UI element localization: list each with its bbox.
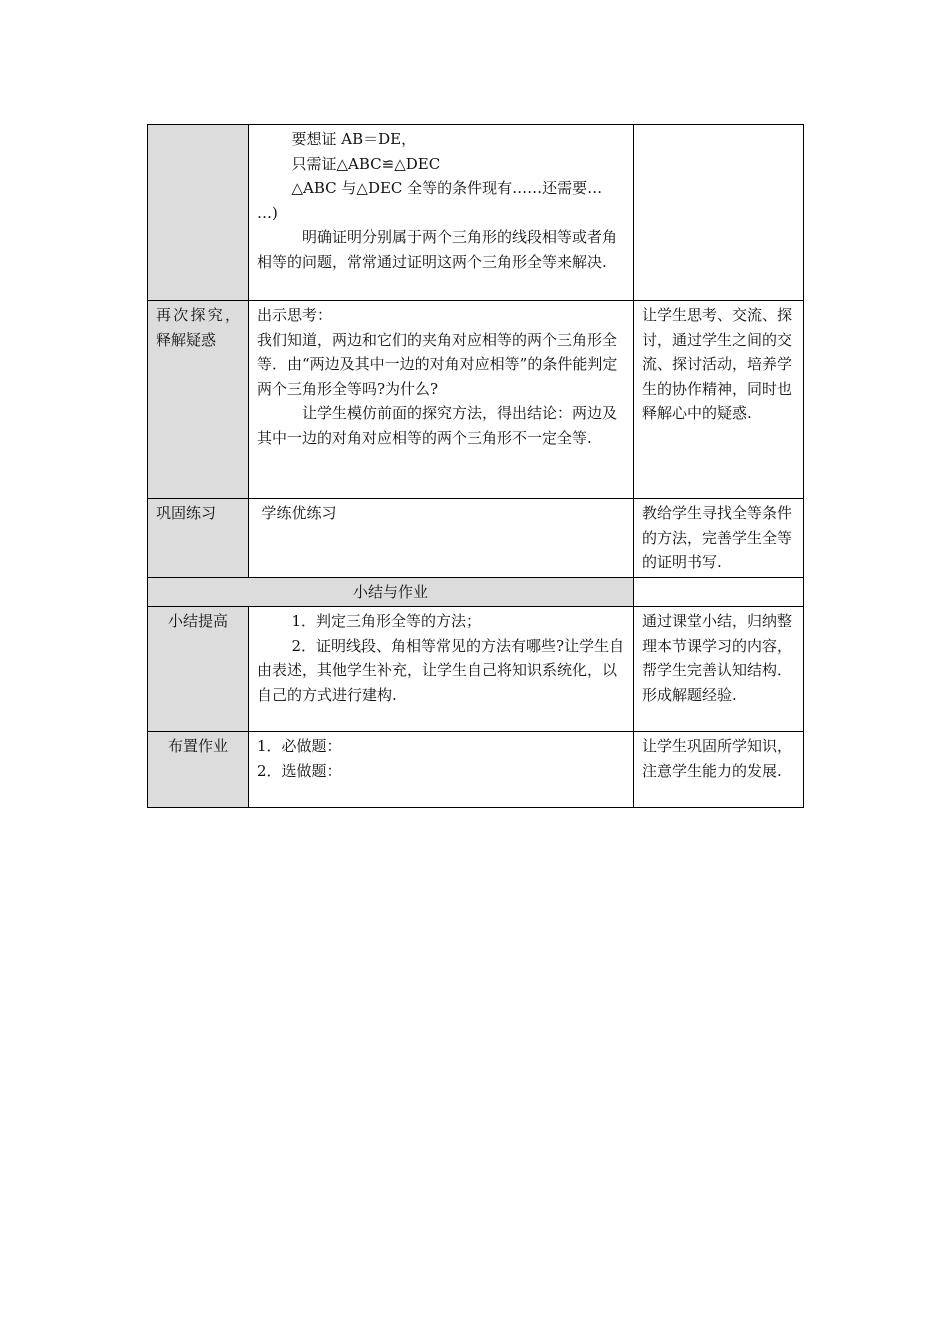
content-line: 我们知道，两边和它们的夹角对应相等的两个三角形全等．由“两边及其中一边的对角对应相等”的条件能判定两个三角形全等吗?为什么? (257, 330, 618, 398)
stage-cell (148, 301, 249, 499)
stage-label: 布置作业 (167, 737, 228, 755)
content-line: 1．判定三角形全等的方法； (291, 612, 482, 630)
content-line: 让学生模仿前面的探究方法，得出结论：两边及其中一边的对角对应相等的两个三角形不一定全等. (257, 404, 618, 447)
content-line: 2．选做题： (257, 761, 342, 780)
content-line: 学练优练习 (261, 504, 337, 522)
stage-label: 再次探究，释解疑惑 (156, 306, 240, 349)
stage-cell (148, 607, 249, 732)
stage-cell (148, 125, 249, 301)
note-cell (634, 125, 804, 301)
note-text: 让学生巩固所学知识，注意学生能力的发展. (642, 737, 793, 780)
content-line: 要想证 AB＝DE， (291, 130, 417, 148)
content-line: 出示思考： (257, 306, 333, 324)
stage-label: 小结提高 (167, 612, 228, 630)
table-row (148, 499, 804, 578)
content-line: 1．必做题： (257, 737, 342, 755)
table-row (148, 732, 804, 808)
content-cell (249, 499, 634, 578)
note-cell (634, 499, 804, 578)
content-line: …) (257, 203, 278, 222)
content-cell (249, 607, 634, 732)
note-cell (634, 732, 804, 808)
content-cell (249, 732, 634, 808)
content-line: 2．证明线段、角相等常见的方法有哪些?让学生自由表述，其他学生补充，让学生自己将知识系统化，以自己的方式进行建构. (257, 636, 625, 704)
note-cell (634, 301, 804, 499)
stage-cell (148, 499, 249, 578)
note-text: 教给学生寻找全等条件的方法，完善学生全等的证明书写. (642, 504, 793, 571)
table-row (148, 607, 804, 732)
stage-label: 巩固练习 (156, 504, 217, 522)
note-text: 通过课堂小结，归纳整理本节课学习的内容，帮学生完善认知结构．形成解题经验. (642, 612, 793, 704)
note-cell (634, 577, 804, 607)
table-row (148, 577, 804, 607)
stage-cell (148, 732, 249, 808)
table-row (148, 125, 804, 301)
lesson-plan-table (147, 124, 804, 808)
content-line: 明确证明分别属于两个三角形的线段相等或者角相等的问题，常常通过证明这两个三角形全等来解决. (257, 228, 618, 271)
table-row (148, 301, 804, 499)
note-text: 让学生思考、交流、探讨，通过学生之间的交流、探讨活动，培养学生的协作精神，同时也释解心中的疑惑. (642, 306, 793, 422)
content-cell (249, 301, 634, 499)
content-line: △ABC 与△DEC 全等的条件现有……还需要… (291, 179, 603, 197)
content-cell (249, 125, 634, 301)
note-cell (634, 607, 804, 732)
content-line: 只需证△ABC≌△DEC (291, 154, 441, 173)
section-title: 小结与作业 (148, 577, 634, 607)
